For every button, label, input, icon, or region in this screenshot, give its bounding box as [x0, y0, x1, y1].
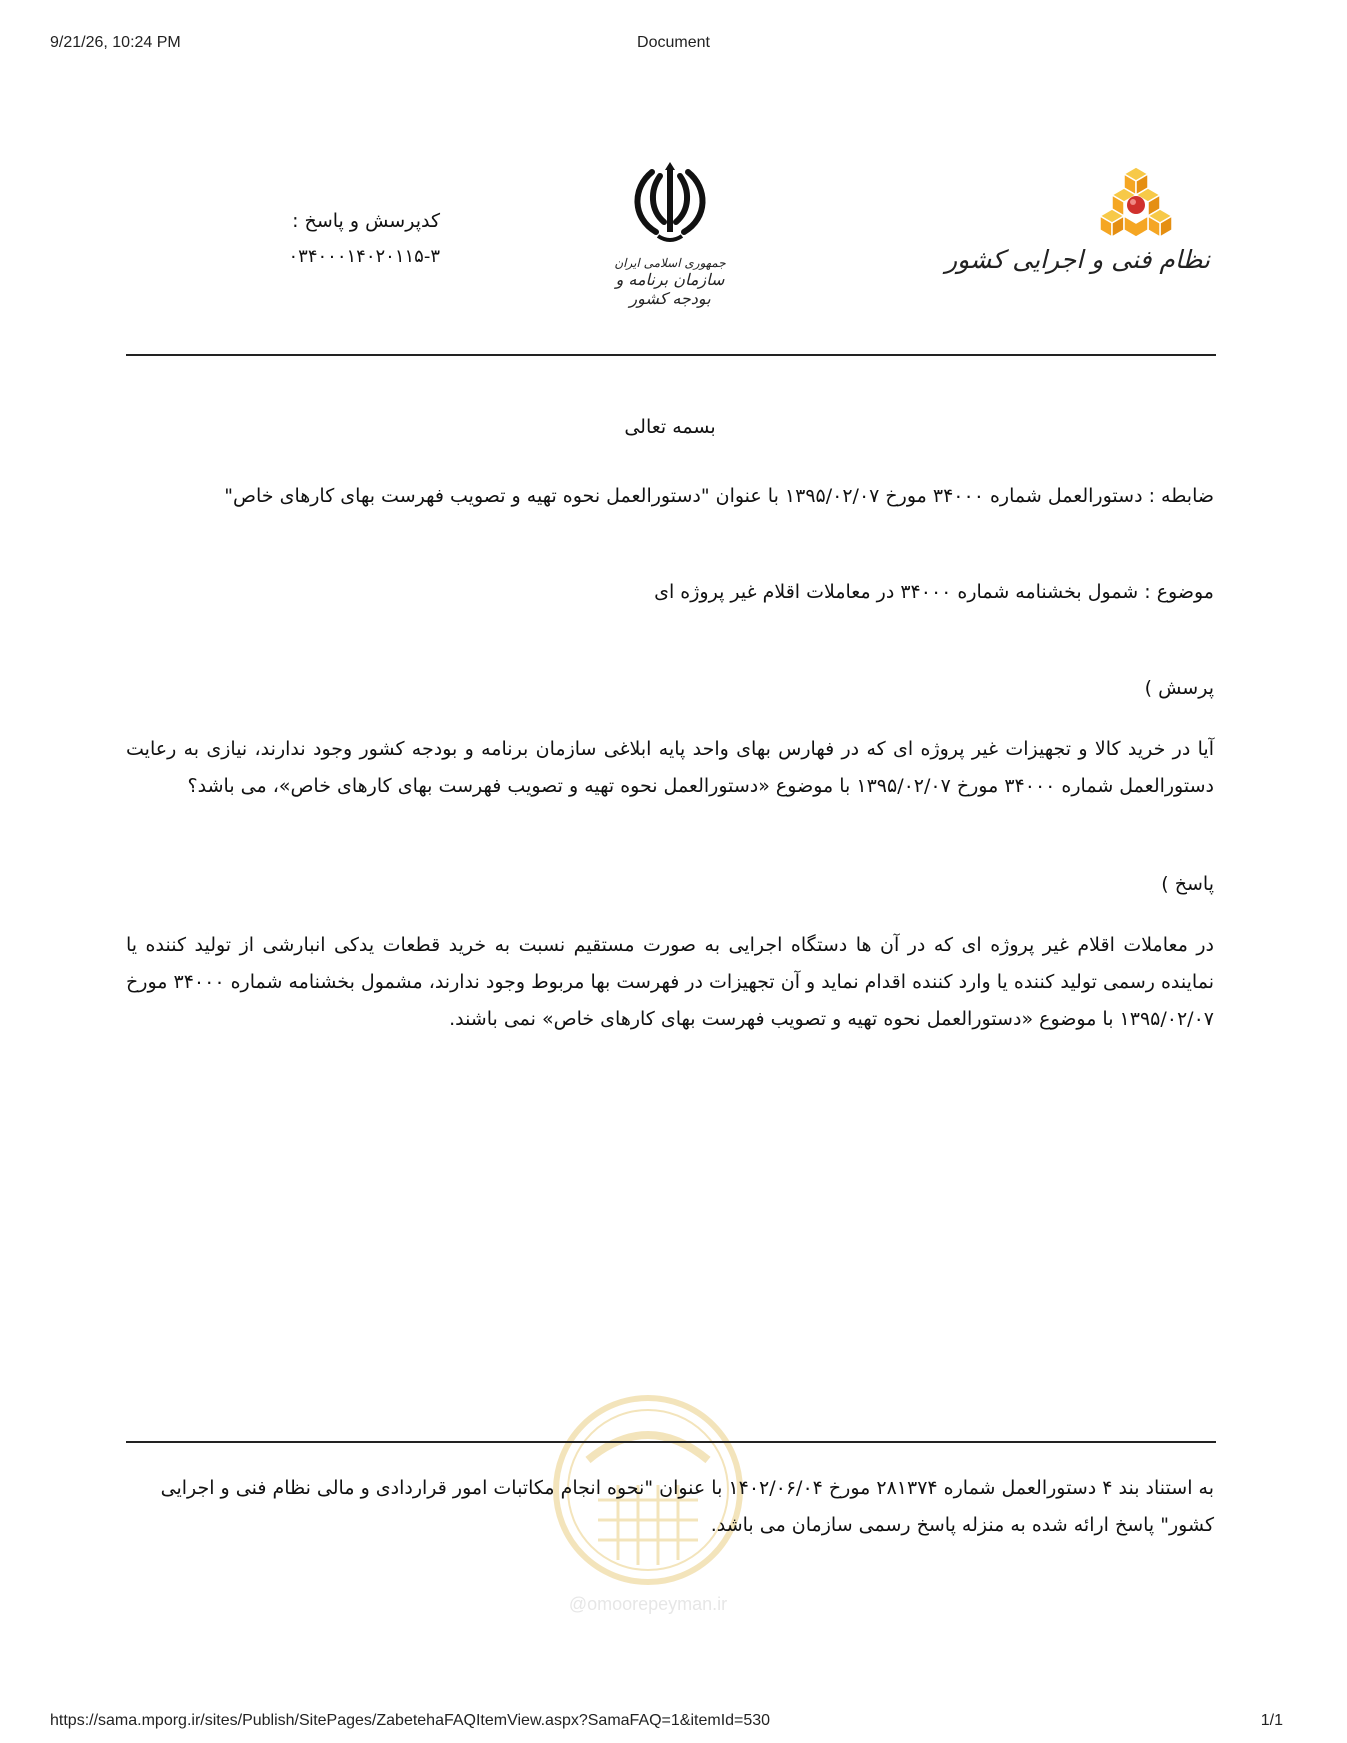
technical-system-logo-text: نظام فنی و اجرایی کشور: [945, 245, 1210, 274]
regulation-line: ضابطه : دستورالعمل شماره ۳۴۰۰۰ مورخ ۱۳۹۵/۰۲/۰۷ با عنوان "دستورالعمل نحوه تهیه و تصویب فهرست بهای کارهای خاص": [224, 485, 1214, 507]
header-divider: [126, 354, 1216, 356]
iran-emblem: [600, 160, 740, 310]
qa-code-label: کدپرسش و پاسخ :: [292, 210, 440, 232]
emblem-country-text: جمهوری اسلامی ایران: [614, 256, 726, 270]
answer-text: در معاملات اقلام غیر پروژه ای که در آن ها دستگاه اجرایی به صورت مستقیم نسبت به خرید قطعات یدکی انبارشی از تولید کننده یا نماینده رسمی تولید کننده یا وارد کننده اقدام نماید و آن تجهیزات در فهرست بها مربوط وجود ندارند، مشمول بخشنامه شماره ۳۴۰۰۰ مورخ ۱۳۹۵/۰۲/۰۷ با موضوع «دستورالعمل نحوه تهیه و تصویب فهرست بهای کارهای خاص» نمی باشند.: [126, 934, 1214, 1030]
print-datetime: 9/21/26, 10:24 PM: [50, 34, 181, 51]
emblem-organization-text: سازمان برنامه و بودجه کشور: [615, 270, 725, 308]
question-label: پرسش ): [1144, 677, 1214, 699]
technical-system-logo: [945, 165, 1210, 325]
print-page-number: 1/1: [1260, 1712, 1283, 1729]
cubes-logo-icon: [1094, 165, 1178, 243]
print-url: https://sama.mporg.ir/sites/Publish/SitePages/ZabetehaFAQItemView.aspx?SamaFAQ=1&itemId=530: [50, 1712, 771, 1729]
qa-code-value: ۰۳۴۰۰۰۱۴۰۲۰۱۱۵-۳: [288, 246, 440, 267]
footer-note: به استناد بند ۴ دستورالعمل شماره ۲۸۱۳۷۴ مورخ ۱۴۰۲/۰۶/۰۴ با عنوان "نحوه انجام مکاتبات امور قراردادی و مالی نظام فنی و اجرایی کشور" پاسخ ارائه شده به منزله پاسخ رسمی سازمان می باشد.: [160, 1477, 1214, 1536]
subject-line: موضوع : شمول بخشنامه شماره ۳۴۰۰۰ در معاملات اقلام غیر پروژه ای: [654, 581, 1214, 603]
footer-divider: [126, 1441, 1216, 1443]
salutation: بسمه تعالی: [624, 416, 716, 438]
print-document-title: Document: [637, 34, 710, 51]
answer-label: پاسخ ): [1161, 873, 1214, 895]
question-text: آیا در خرید کالا و تجهیزات غیر پروژه ای که در فهارس بهای واحد پایه ابلاغی سازمان برنامه و بودجه کشور وجود ندارند، نیازی به رعایت دستورالعمل شماره ۳۴۰۰۰ مورخ ۱۳۹۵/۰۲/۰۷ با موضوع «دستورالعمل نحوه تهیه و تصویب فهرست بهای کارهای خاص»، می باشد؟: [126, 738, 1214, 797]
iran-emblem-icon: [622, 160, 718, 250]
watermark-text: @omoorepeyman.ir: [568, 1594, 728, 1614]
